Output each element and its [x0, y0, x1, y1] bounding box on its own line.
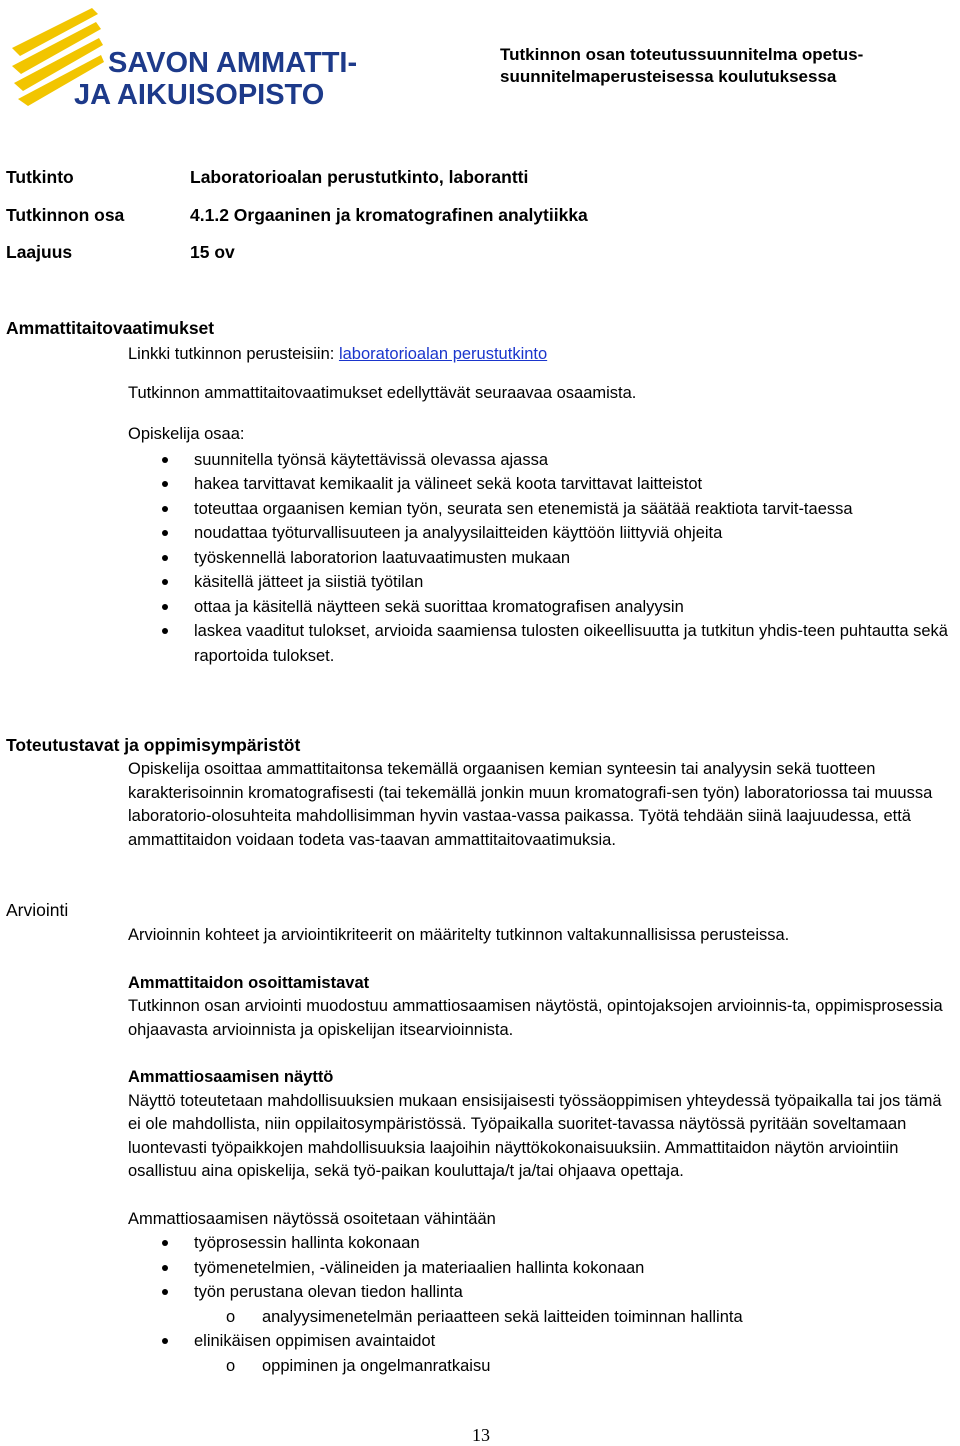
laajuus-label: Laajuus [6, 242, 73, 262]
list-item: hakea tarvittavat kemikaalit ja välineet sekä koota tarvittavat laitteistot [128, 472, 958, 497]
osoittamistavat-heading: Ammattitaidon osoittamistavat [128, 973, 370, 992]
tutkinto-label: Tutkinto [6, 167, 74, 187]
link-line [128, 343, 958, 367]
ammattitaitovaatimukset-heading: Ammattitaitovaatimukset [6, 318, 215, 338]
document-title-line1: Tutkinnon osan toteutussuunnitelma opetus- [500, 45, 864, 64]
osoittamistavat-text: Tutkinnon osan arviointi muodostuu ammattiosaamisen näytöstä, opintojaksojen arvioinnis-ta, oppimisprosessia ohjaavasta arvioinnista ja opiskelijan itsearvioinnista. [128, 997, 943, 1039]
list-item: käsitellä jätteet ja siistiä työtilan [128, 570, 958, 595]
tutkinnon-osa-value: 4.1.2 Orgaaninen ja kromatografinen analytiikka [190, 205, 588, 225]
arviointi-intro: Arvioinnin kohteet ja arviointikriteerit on määritelty tutkinnon valtakunnallisissa perusteissa. [128, 926, 790, 944]
naytto-heading: Ammattiosaamisen näyttö [128, 1068, 334, 1086]
tutkinto-value: Laboratorioalan perustutkinto, laborantti [190, 167, 529, 187]
list-item: ottaa ja käsitellä näytteen sekä suorittaa kromatografisen analyysin [128, 595, 958, 620]
list-item: laskea vaaditut tulokset, arvioida saamiensa tulosten oikeellisuutta ja tutkitun yhdis-teen puhtautta sekä raportoida tulokset. [128, 619, 958, 668]
arviointi-block [128, 924, 958, 1378]
list-item [128, 1329, 958, 1378]
college-logo [0, 0, 360, 115]
sub-list [194, 1354, 958, 1379]
laajuus-value: 15 ov [190, 242, 235, 262]
arviointi-heading: Arviointi [6, 900, 69, 920]
requirements-intro: Tutkinnon ammattitaitovaatimukset edellyttävät seuraavaa osaamista. [128, 383, 637, 402]
list-item [128, 1280, 958, 1329]
list-item: toteuttaa orgaanisen kemian työn, seurata sen etenemistä ja säätää reaktiota tarvit-taessa [128, 497, 958, 522]
list-item-text: työn perustana olevan tiedon hallinta [194, 1283, 463, 1301]
sub-list-item: o analyysimenetelmän periaatteen sekä laitteiden toiminnan hallinta [128, 1305, 958, 1330]
osaamis-list [128, 448, 958, 669]
osoitetaan-intro: Ammattiosaamisen näytössä osoitetaan vähintään [128, 1209, 496, 1228]
logo-line2: JA AIKUISOPISTO [74, 79, 325, 111]
list-item: työskennellä laboratorion laatuvaatimusten mukaan [128, 546, 958, 571]
link-prefix: Linkki tutkinnon perusteisiin: [128, 345, 339, 363]
list-item: suunnitella työnsä käytettävissä olevassa ajassa [128, 448, 958, 473]
sub-list [194, 1305, 958, 1330]
naytto-text: Näyttö toteutetaan mahdollisuuksien mukaan ensisijaisesti työssäoppimisen yhteydessä työpaikalla tai jos tämä ei ole mahdollista, niin oppilaitosympäristössä. Työpaikalla suoritet-tavassa näytössä pyritään soveltamaan luontevasti työpaikkojen mahdollisuuksia laajoihin näyttökokonaisuuksiin. Ammattitaidon näytön arviointiin osallistuu aina opiskelija, sekä työ-paikan kouluttaja/t ja/tai ohjaava opettaja. [128, 1091, 942, 1180]
perusteet-link[interactable]: laboratorioalan perustutkinto [338, 345, 548, 363]
opiskelija-osaa-label: Opiskelija osaa: [128, 425, 245, 443]
ammattitaito-block [128, 343, 958, 668]
tutkinnon-osa-label: Tutkinnon osa [6, 205, 125, 225]
document-title [500, 44, 940, 88]
list-item-text: elinikäisen oppimisen avaintaidot [194, 1332, 436, 1350]
list-item: noudattaa työturvallisuuteen ja analyysilaitteiden käyttöön liittyviä ohjeita [128, 521, 958, 546]
toteutus-text: Opiskelija osoittaa ammattitaitonsa tekemällä orgaanisen kemian synteesin tai analyysin sekä tuotteen karakterisoinnin kromatografisesti (tai tekemällä jonkin muun kromatografi-sen työn) laboratoriossa tai muussa laboratorio-olosuhteita mahdollisimman hyvin vastaa-vassa paikassa. Työtä tehdään siinä laajuudessa, että ammattitaidon voidaan todeta vas-taavan ammattitaitovaatimuksia. [128, 760, 933, 849]
toteutustavat-heading: Toteutustavat ja oppimisympäristöt [6, 735, 301, 755]
list-item: työprosessin hallinta kokonaan [128, 1231, 958, 1256]
sub-list-item: o oppiminen ja ongelmanratkaisu [128, 1354, 958, 1379]
logo-line1: SAVON AMMATTI- [108, 47, 358, 79]
logo-graphic [0, 0, 360, 115]
list-item: työmenetelmien, -välineiden ja materiaalien hallinta kokonaan [128, 1256, 958, 1281]
page-number: 13 [472, 1425, 490, 1445]
document-title-line2: suunnitelmaperusteisessa koulutuksessa [500, 67, 837, 86]
osoitetaan-list [128, 1231, 958, 1378]
